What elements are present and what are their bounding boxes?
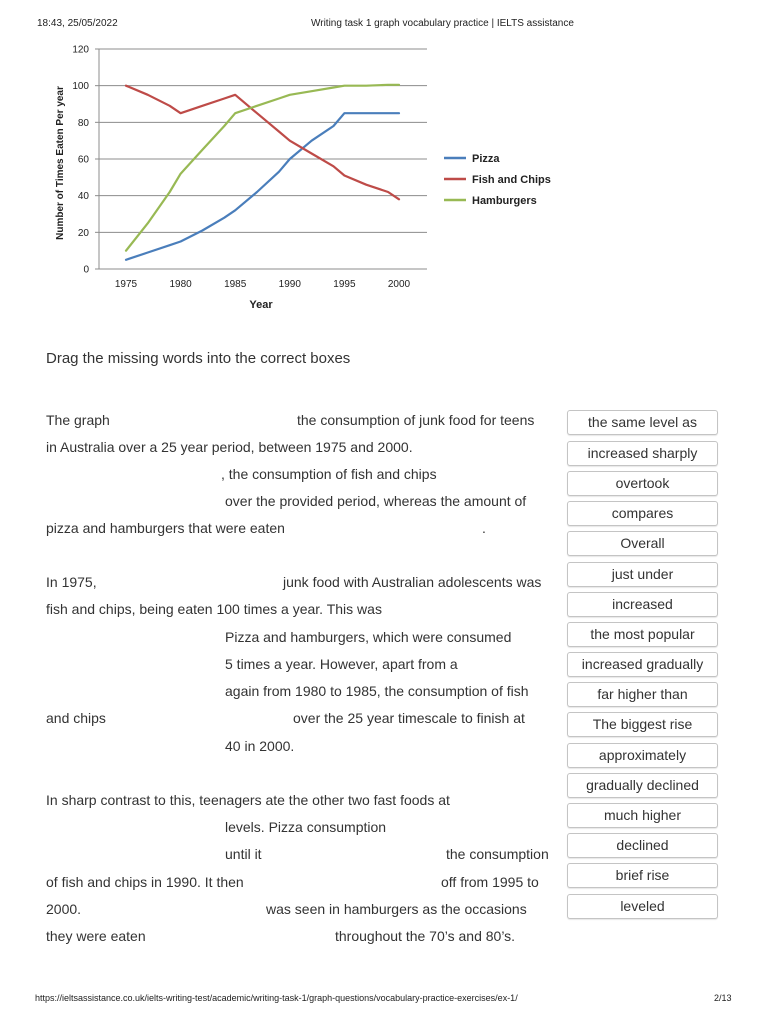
- passage-text: fish and chips, being eaten 100 times a year. This was: [46, 601, 382, 617]
- x-tick-label: 2000: [387, 279, 411, 290]
- draggable-word[interactable]: declined: [567, 833, 718, 858]
- passage-text: over the provided period, whereas the amount of: [225, 493, 527, 509]
- y-tick-label: 100: [72, 81, 89, 93]
- passage-text: 5 times a year. However, apart from a: [225, 656, 458, 672]
- draggable-word[interactable]: just under: [567, 562, 718, 587]
- draggable-word[interactable]: far higher than: [567, 682, 718, 707]
- passage-text: over the 25 year timescale to finish at: [293, 710, 525, 726]
- print-url: https://ieltsassistance.co.uk/ielts-writing-test/academic/writing-task-1/graph-questions/vocabulary-practice-exercises/ex-1/: [35, 993, 518, 1003]
- draggable-word[interactable]: overtook: [567, 471, 718, 496]
- draggable-word[interactable]: gradually declined: [567, 773, 718, 798]
- passage-text: until it: [225, 846, 262, 862]
- x-tick-label: 1985: [224, 279, 247, 290]
- y-tick-label: 0: [83, 264, 89, 276]
- passage-text: , the consumption of fish and chips: [221, 466, 437, 482]
- series-line: [126, 113, 399, 260]
- draggable-word[interactable]: the same level as: [567, 410, 718, 435]
- series-line: [126, 86, 399, 200]
- instruction-text: Drag the missing words into the correct boxes: [46, 350, 351, 367]
- legend-label: Pizza: [472, 153, 500, 165]
- draggable-word[interactable]: compares: [567, 501, 718, 526]
- draggable-word[interactable]: increased: [567, 592, 718, 617]
- y-tick-label: 60: [77, 154, 89, 166]
- print-page-number: 2/13: [714, 993, 732, 1003]
- passage-text: in Australia over a 25 year period, between 1975 and 2000.: [46, 439, 413, 455]
- draggable-word[interactable]: the most popular: [567, 622, 718, 647]
- passage-text: In 1975,: [46, 574, 97, 590]
- passage-text: junk food with Australian adolescents was: [283, 574, 542, 590]
- print-page-title: Writing task 1 graph vocabulary practice | IELTS assistance: [311, 18, 574, 29]
- y-tick-label: 40: [77, 191, 89, 203]
- y-tick-label: 120: [72, 44, 89, 56]
- y-axis-title: Number of Times Eaten Per year: [55, 86, 66, 240]
- passage-text: they were eaten: [46, 928, 146, 944]
- x-axis-title: Year: [249, 299, 273, 311]
- passage-text: The graph: [46, 412, 110, 428]
- passage-text: Pizza and hamburgers, which were consumed: [225, 629, 512, 645]
- passage-text: off from 1995 to: [441, 874, 539, 890]
- passage-text: again from 1980 to 1985, the consumption of fish: [225, 683, 529, 699]
- passage-text: In sharp contrast to this, teenagers ate the other two fast foods at: [46, 792, 450, 808]
- passage-text: 2000.: [46, 901, 82, 917]
- line-chart: [0, 0, 768, 320]
- passage-text: the consumption: [446, 846, 549, 862]
- x-tick-label: 1995: [333, 279, 356, 290]
- draggable-word[interactable]: approximately: [567, 743, 718, 768]
- passage-text: of fish and chips in 1990. It then: [46, 874, 244, 890]
- draggable-word[interactable]: much higher: [567, 803, 718, 828]
- legend-label: Hamburgers: [472, 195, 537, 207]
- draggable-word[interactable]: leveled: [567, 894, 718, 919]
- print-datetime: 18:43, 25/05/2022: [37, 18, 118, 29]
- series-line: [126, 85, 399, 251]
- passage-text: 40 in 2000.: [225, 738, 295, 754]
- y-tick-label: 20: [77, 227, 89, 239]
- draggable-word[interactable]: Overall: [567, 531, 718, 556]
- x-tick-label: 1980: [169, 279, 192, 290]
- x-tick-label: 1975: [114, 279, 138, 290]
- draggable-word[interactable]: The biggest rise: [567, 712, 718, 737]
- passage-text: .: [482, 520, 486, 536]
- passage-text: the consumption of junk food for teens: [297, 412, 535, 428]
- draggable-word[interactable]: brief rise: [567, 863, 718, 888]
- passage-text: pizza and hamburgers that were eaten: [46, 520, 285, 536]
- passage-text: and chips: [46, 710, 106, 726]
- passage-text: levels. Pizza consumption: [225, 819, 387, 835]
- draggable-word[interactable]: increased sharply: [567, 441, 718, 466]
- draggable-word[interactable]: increased gradually: [567, 652, 718, 677]
- passage-text: was seen in hamburgers as the occasions: [266, 901, 527, 917]
- legend-label: Fish and Chips: [472, 174, 551, 186]
- x-tick-label: 1990: [278, 279, 301, 290]
- passage-text: throughout the 70’s and 80’s.: [335, 928, 516, 944]
- y-tick-label: 80: [77, 117, 89, 129]
